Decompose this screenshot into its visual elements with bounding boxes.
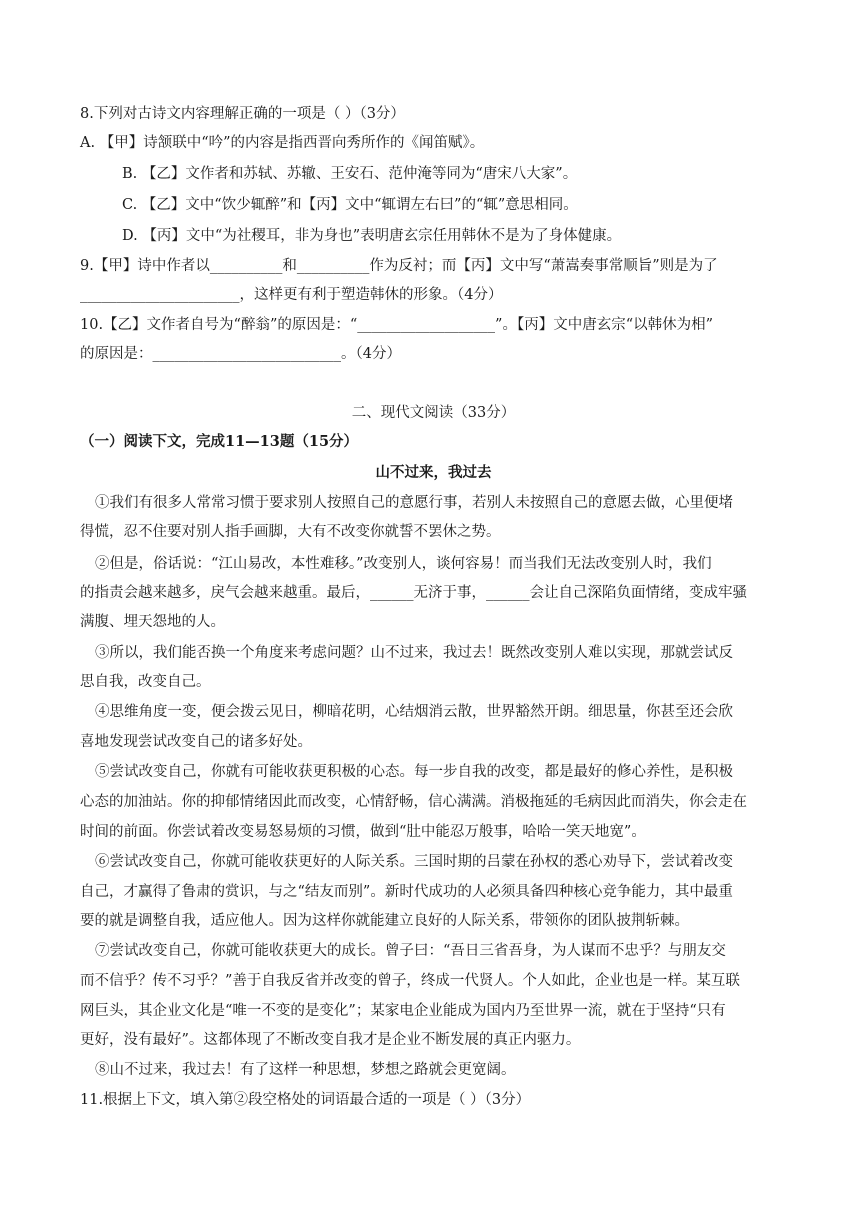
question-8-option-a: A. 【甲】诗颔联中“吟”的内容是指西晋向秀所作的《闻笛赋》。 (80, 135, 485, 151)
article-line: 自己，才赢得了鲁肃的赏识，与之“结友而别”。新时代成功的人必须具备四种核心竞争能力，其中最重 (80, 884, 733, 900)
article-line: 得慌，忍不住要对别人指手画脚，大有不改变你就誓不罢休之势。 (80, 524, 501, 540)
article-line: ③所以，我们能否换一个角度来考虑问题？山不过来，我过去！既然改变别人难以实现，那就尝试反 (95, 645, 733, 661)
article-line: ⑤尝试改变自己，你就有可能收获更积极的心态。每一步自我的改变，都是最好的修心养性，是积极 (95, 764, 733, 780)
article-line: 网巨头，其企业文化是“唯一不变的是变化”；某家电企业能成为国内乃至世界一流，就在于坚持“只有 (80, 1003, 726, 1019)
article-line: 思自我，改变自己。 (80, 674, 211, 690)
article-line: ②但是，俗话说：“江山易改，本性难移。”改变别人，谈何容易！而当我们无法改变别人时，我们 (95, 556, 712, 572)
section-title: 二、现代文阅读（33分） (351, 405, 516, 421)
article-line: ⑦尝试改变自己，你就可能收获更大的成长。曾子曰：“吾日三省吾身，为人谋而不忠乎？与朋友交 (95, 943, 726, 959)
question-10-line-1: 10.【乙】文作者自号为“醉翁”的原因是：“___________________”。【丙】文中唐玄宗“以韩休为相” (80, 317, 714, 333)
question-9-line-1: 9.【甲】诗中作者以__________和__________作为反衬；而【丙】文中写“萧嵩奏事常顺旨”则是为了 (80, 258, 718, 274)
article-line: 满腹、埋天怨地的人。 (80, 614, 225, 630)
question-8-option-c: C. 【乙】文中“饮少辄醉”和【丙】文中“辄谓左右曰”的“辄”意思相同。 (122, 197, 578, 213)
article-line: 时间的前面。你尝试着改变易怒易烦的习惯，做到“肚中能忍万般事，哈哈一笑天地宽”。 (80, 824, 646, 840)
article-line: ①我们有很多人常常习惯于要求别人按照自己的意愿行事，若别人未按照自己的意愿去做，心里便堵 (95, 495, 733, 511)
question-8-option-b: B. 【乙】文作者和苏轼、苏辙、王安石、范仲淹等同为“唐宋八大家”。 (122, 166, 578, 182)
article-line: 喜地发现尝试改变自己的诸多好处。 (80, 734, 312, 750)
article-line: ④思维角度一变，便会拨云见日，柳暗花明，心结烟消云散，世界豁然开朗。细思量，你甚至还会欣 (95, 704, 733, 720)
article-line: ⑥尝试改变自己，你就可能收获更好的人际关系。三国时期的吕蒙在孙权的悉心劝导下，尝试着改变 (95, 854, 733, 870)
question-8-option-d: D. 【丙】文中“为社稷耳，非为身也”表明唐玄宗任用韩休不是为了身体健康。 (122, 228, 622, 244)
article-line: 心态的加油站。你的抑郁情绪因此而改变，心情舒畅，信心满满。消极拖延的毛病因此而消失，你会走在 (80, 794, 747, 810)
question-11-stem: 11.根据上下文，填入第②段空格处的词语最合适的一项是（ ）（3分） (80, 1092, 531, 1108)
question-8-stem: 8.下列对古诗文内容理解正确的一项是（ ）（3分） (80, 106, 405, 122)
article-line: ⑧山不过来，我过去！有了这样一种思想，梦想之路就会更宽阔。 (95, 1062, 516, 1078)
article-line: 要的就是调整自我，适应他人。因为这样你就能建立良好的人际关系，带领你的团队披荆斩棘。 (80, 913, 689, 929)
section-subtitle: （一）阅读下文，完成11—13题（15分） (80, 433, 359, 450)
article-line: 而不信乎？传不习乎？”善于自我反省并改变的曾子，终成一代贤人。个人如此，企业也是一样。某互联 (80, 973, 740, 989)
article-title: 山不过来，我过去 (375, 464, 492, 481)
question-10-line-2: 的原因是：__________________________。（4分） (80, 346, 401, 362)
article-line: 更好，没有最好”。这都体现了不断改变自我才是企业不断发展的真正内驱力。 (80, 1032, 581, 1048)
article-line: 的指责会越来越多，戾气会越来越重。最后，______无济于事，______会让自己深陷负面情绪，变成牢骚 (80, 585, 747, 601)
question-9-line-2: ______________________，这样更有利于塑造韩休的形象。（4分） (80, 287, 503, 303)
